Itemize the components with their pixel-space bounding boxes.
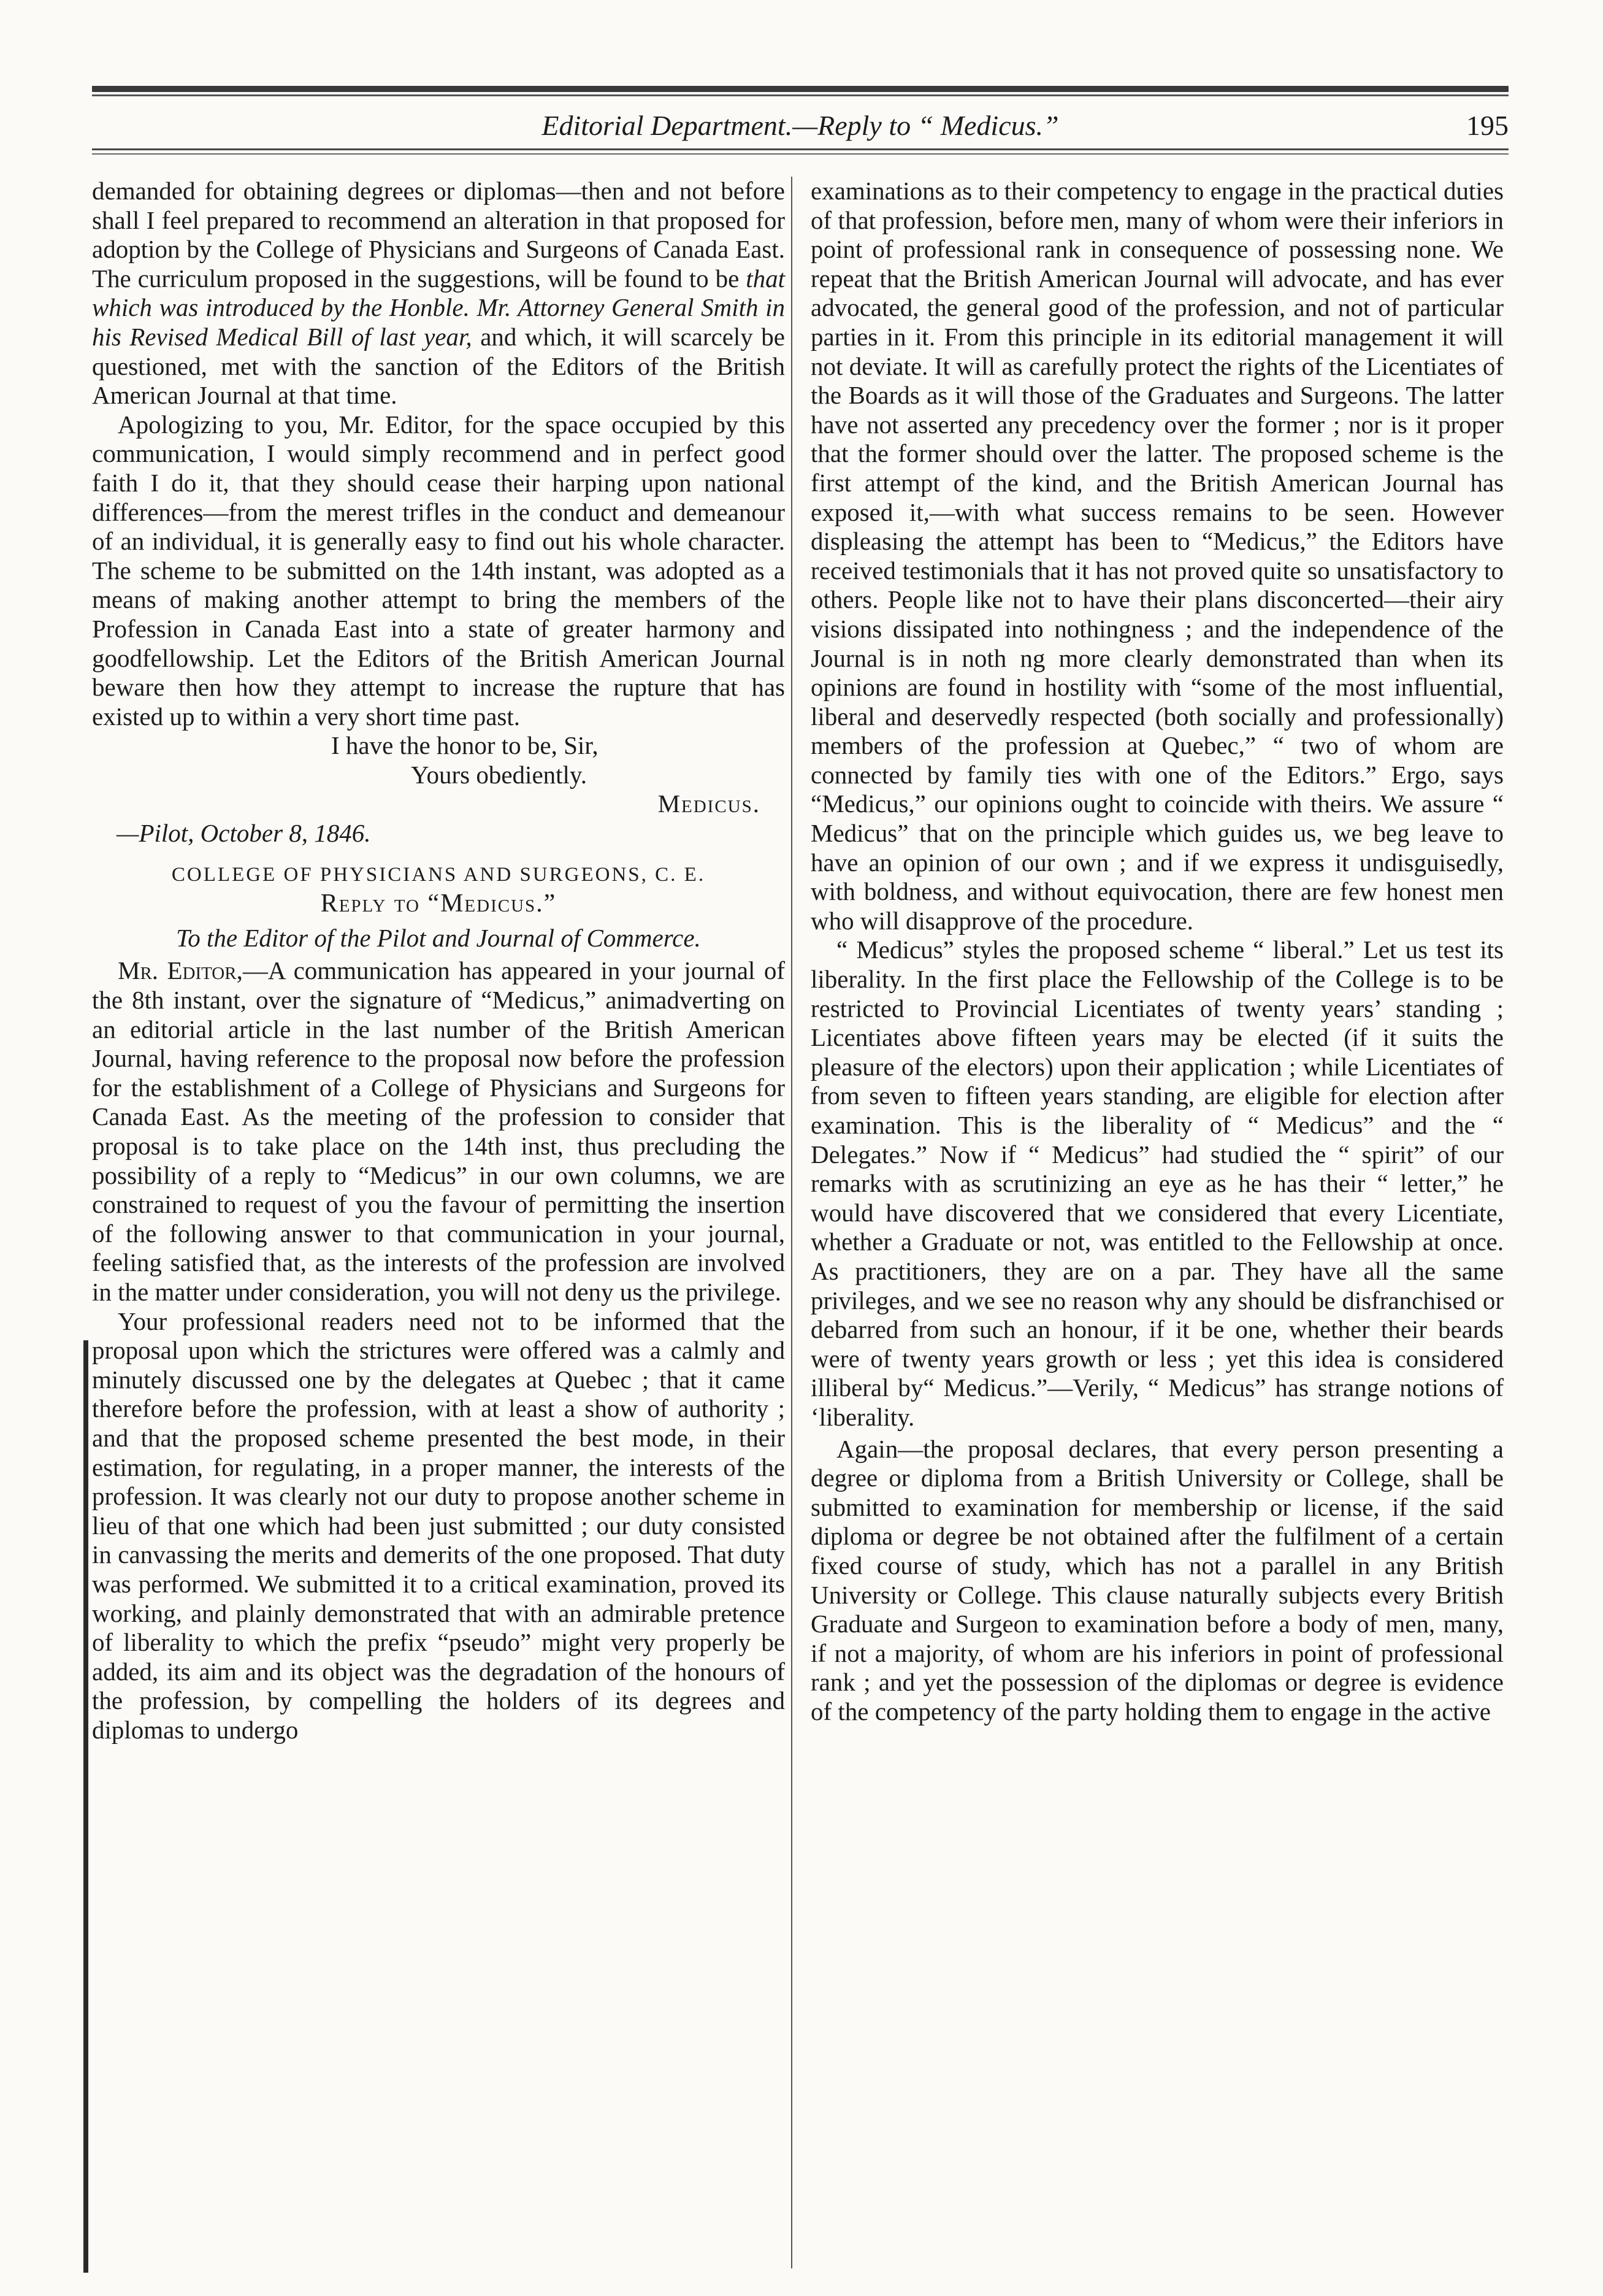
page-number: 195 [1466,110,1509,141]
signature: Medicus. [657,789,760,818]
addressee: To the Editor of the Pilot and Journal of Commerce. [176,923,701,952]
section-heading: COLLEGE OF PHYSICIANS AND SURGEONS, C. E. [171,863,706,886]
page-header [92,103,1509,146]
text-run-italic: that which was introduced by the Honble. Mr. Attorney General Smith in his Revised Medical Bill of last year, [92,264,785,351]
source-citation: —Pilot, October 8, 1846. [117,819,371,848]
header-rule-thick [92,86,1509,92]
paragraph: Your professional readers need not to be informed that the proposal upon which the strictures were offered was a calmly and minutely discussed one by the delegates at Quebec ; that it came therefore before the profession, with at least a show of authority ; and that the proposed scheme presented the best mode, in their estimation, for regulating, in a proper manner, the interests of the profession. It was clearly not our duty to propose another scheme in lieu of that one which had been just submitted ; our duty consisted in canvassing the merits and demerits of the one proposed. That duty was performed. We submitted it to a critical examination, proved its working, and plainly demonstrated that with an admirable pretence of liberality to which the prefix “pseudo” might very properly be added, its aim and its object was the degradation of the honours of the profession, by compelling the holders of its degrees and diplomas to undergo [92,1307,785,1744]
closing-line: I have the honor to be, Sir, [331,731,599,760]
column-divider [791,177,792,2268]
section-subheading: Reply to “Medicus.” [320,889,557,918]
right-column [811,177,1504,2268]
text-run: and which, it will scarcely be questioned, met with the sanction of the Editors of the British American Journal at that time. [92,322,786,410]
paragraph [92,956,785,1307]
paragraph [92,177,785,410]
running-title: Editorial Department.—Reply to “ Medicus.” [541,110,1059,141]
margin-bar [83,1340,88,2273]
paragraph: “ Medicus” styles the proposed scheme “ liberal.” Let us test its liberality. In the first place the Fellowship of the College is to be restricted to Provincial Licentiates of twenty years’ standing ; Licentiates above fifteen years may be elected (if it suits the pleasure of the electors) upon their application ; while Licentiates of from seven to fifteen years standing, are eligible for election after examination. This is the liberality of “ Medicus” and the “ Delegates.” Now if “ Medicus” had studied the “ spirit” of our remarks with as scrutinizing an eye as he has their “ letter,” he would have discovered that we considered that every Licentiate, whether a Graduate or not, was entitled to the Fellowship at once. As practitioners, they are on a par. They have all the same privileges, and we see no reason why any should be disfranchised or debarred from such an honour, if it be one, whether their beards were of twenty years growth or less ; yet this idea is considered illiberal by“ Medicus.”—Verily, “ Medicus” has strange notions of ‘liberality. [811,935,1504,1431]
header-underline-thin [92,153,1509,155]
left-column [92,177,785,2268]
header-rule-thin [92,94,1509,96]
salutation: Mr. Editor, [118,956,243,985]
closing-line: Yours obediently. [411,760,587,789]
paragraph: examinations as to their competency to engage in the practical duties of that profession, before men, many of whom were their inferiors in point of professional rank in consequence of possessing none. We repeat that the British American Journal will advocate, and has ever advocated, the general good of the profession, and not of particular parties in it. From this principle in its editorial management it will not deviate. It will as carefully protect the rights of the Licentiates of the Boards as it will those of the Graduates and Surgeons. The latter have not asserted any precedency over the former ; nor is it proper that the former should over the latter. The proposed scheme is the first attempt of the kind, and the British American Journal has exposed it,—with what success remains to be seen. However displeasing the attempt has been to “Medicus,” the Editors have received testimonials that it has not proved quite so unsatisfactory to others. People like not to have their plans disconcerted—their airy visions dissipated into nothingness ; and the independence of the Journal is in noth ng more clearly demonstrated than when its opinions are found in hostility with “some of the most influential, liberal and deservedly respected (both socially and professionally) members of the profession at Quebec,” “ two of whom are connected by family ties with one of the Editors.” Ergo, says “Medicus,” our opinions ought to coincide with theirs. We assure “ Medicus” that on the principle which guides us, we beg leave to have an opinion of our own ; and if we express it undisguisedly, with boldness, and without equivocation, there are few honest men who will disapprove of the procedure. [811,177,1504,935]
paragraph: Apologizing to you, Mr. Editor, for the space occupied by this communication, I would simply recommend and in perfect good faith I do it, that they should cease their harping upon national differences—from the merest trifles in the conduct and demeanour of an individual, it is generally easy to find out his whole character. The scheme to be submitted on the 14th instant, was adopted as a means of making another attempt to bring the members of the Profession in Canada East into a state of greater harmony and goodfellowship. Let the Editors of the British American Journal beware then how they attempt to increase the rupture that has existed up to within a very short time past. [92,410,785,731]
header-underline [92,148,1509,150]
text-run: demanded for obtaining degrees or diplomas—then and not before shall I feel prepared to recommend an alteration in that proposed for adoption by the College of Physicians and Surgeons of Canada East. The curriculum proposed in the suggestions, will be found to be [92,177,785,293]
paragraph: Again—the proposal declares, that every person presenting a degree or diploma from a British University or College, shall be submitted to examination for membership or license, if the said diploma or degree be not obtained after the fulfilment of a certain fixed course of study, which has not a parallel in any British University or College. This clause naturally subjects every British Graduate and Surgeon to examination before a body of men, many, if not a majority, of whom are his inferiors in point of professional rank ; and yet the possession of the diplomas or degree is evidence of the competency of the party holding them to engage in the active [811,1434,1504,1726]
text-run: —A communication has appeared in your journal of the 8th instant, over the signature of “Medicus,” animadverting on an editorial article in the last number of the British American Journal, having reference to the proposal now before the profession for the establishment of a College of Physicians and Surgeons for Canada East. As the meeting of the profession to consider that proposal is to take place on the 14th inst, thus precluding the possibility of a reply to “Medicus” in our own columns, we are constrained to request of you the favour of permitting the insertion of the following answer to that communication in your journal, feeling satisfied that, as the interests of the profession are involved in the matter under consideration, you will not deny us the privilege. [92,956,785,1306]
